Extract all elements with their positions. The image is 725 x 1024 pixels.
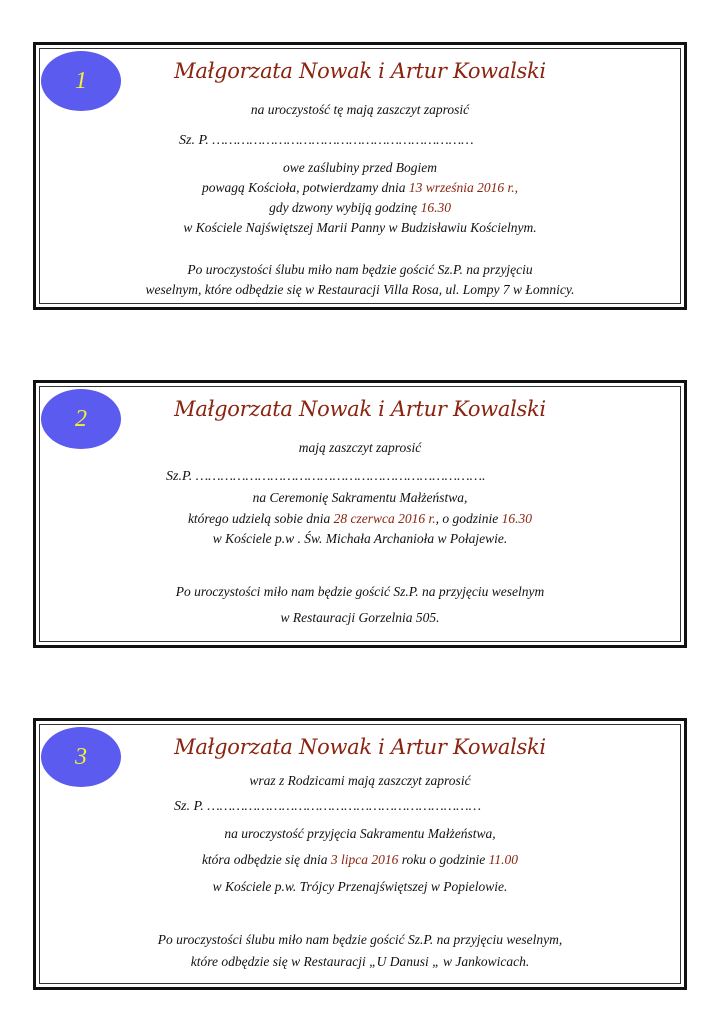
card-title: Małgorzata Nowak i Artur Kowalski [174, 59, 546, 83]
date-line [36, 851, 684, 868]
reception-line: w Restauracji Gorzelnia 505. [280, 610, 440, 625]
badge-number: 2 [75, 405, 87, 432]
card-title: Małgorzata Nowak i Artur Kowalski [174, 735, 546, 759]
date-line [36, 179, 684, 196]
invitation-card-2 [33, 380, 687, 648]
intro-text: wraz z Rodzicami mają zaszczyt zaprosić [249, 773, 471, 788]
guest-line [174, 799, 481, 815]
reception-line: weselnym, które odbędzie się w Restauracji Villa Rosa, ul. Lompy 7 w Łomnicy. [145, 282, 575, 297]
reception-line: Po uroczystości miło nam będzie gościć Sz.P. na przyjęciu weselnym [175, 584, 545, 599]
event-date: 13 września 2016 r., [408, 180, 519, 195]
guest-line [166, 469, 486, 485]
badge-number: 3 [75, 743, 87, 770]
text-line: na Ceremonię Sakramentu Małżeństwa, [252, 490, 468, 505]
intro-text: mają zaszczyt zaprosić [298, 440, 422, 455]
badge-number: 1 [75, 67, 87, 94]
invitation-card-3 [33, 718, 687, 990]
date-line [36, 510, 684, 527]
text-line: owe zaślubiny przed Bogiem [282, 160, 438, 175]
guest-label: Sz. P. [179, 133, 209, 148]
text-fragment: którego udzielą sobie dnia [187, 511, 334, 526]
text-fragment: gdy dzwony wybiją godzinę [269, 200, 421, 215]
intro-text: na uroczystość tę mają zaszczyt zaprosić [250, 102, 470, 117]
invitation-card-1 [33, 42, 687, 310]
event-date: 28 czerwca 2016 r. [333, 511, 436, 526]
text-fragment: powagą Kościoła, potwierdzamy dnia [201, 180, 409, 195]
guest-dots: ………………………………………………………… [207, 799, 482, 814]
text-fragment: która odbędzie się dnia [201, 852, 331, 867]
text-fragment: roku o godzinie [398, 852, 489, 867]
event-time: 11.00 [488, 852, 519, 867]
guest-label: Sz.P. [166, 469, 193, 484]
reception-line: które odbędzie się w Restauracji „U Danusi „ w Jankowicach. [190, 954, 530, 969]
event-time: 16.30 [420, 200, 451, 215]
event-date: 3 lipca 2016 [330, 852, 399, 867]
church-line: w Kościele p.w . Św. Michała Archanioła w Połajewie. [212, 531, 508, 546]
church-line: w Kościele Najświętszej Marii Panny w Budzisławiu Kościelnym. [183, 220, 537, 235]
text-fragment: , o godzinie [435, 511, 502, 526]
time-line [36, 199, 684, 216]
guest-line [179, 133, 474, 149]
guest-dots: ……………………………………………………………. [195, 469, 486, 484]
guest-label: Sz. P. [174, 799, 204, 814]
text-line: na uroczystość przyjęcia Sakramentu Małżeństwa, [224, 826, 496, 841]
guest-dots: ……………………………………………………… [212, 133, 474, 148]
reception-line: Po uroczystości ślubu miło nam będzie gościć Sz.P. na przyjęciu weselnym, [157, 932, 563, 947]
event-time: 16.30 [501, 511, 533, 526]
church-line: w Kościele p.w. Trójcy Przenajświętszej w Popielowie. [212, 879, 508, 894]
card-title: Małgorzata Nowak i Artur Kowalski [174, 397, 546, 421]
reception-line: Po uroczystości ślubu miło nam będzie gościć Sz.P. na przyjęciu [187, 262, 533, 277]
